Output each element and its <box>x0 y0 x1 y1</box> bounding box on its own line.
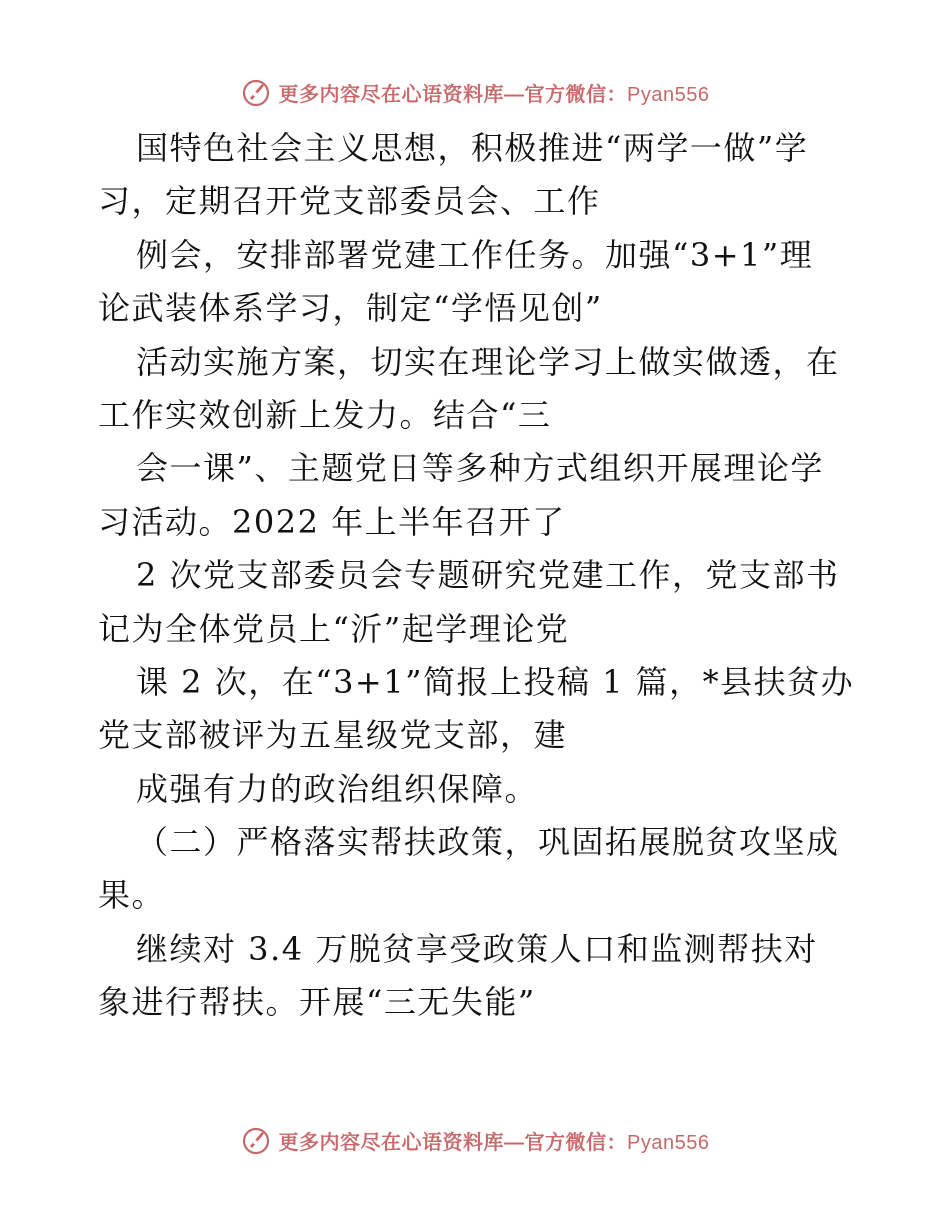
text-line: 会一课”、主题党日等多种方式组织开展理论学 <box>136 449 824 488</box>
document-body <box>98 122 858 1030</box>
text-line: 2 次党支部委员会专题研究党建工作，党支部书 <box>136 556 840 595</box>
text-line: 继续对 3.4 万脱贫享受政策人口和监测帮扶对 <box>136 929 818 968</box>
text-line: 习活动。2022 年上半年召开了 <box>98 502 566 541</box>
text-line: （二）严格落实帮扶政策，巩固拓展脱贫攻坚成 <box>136 823 840 862</box>
text-line: 工作实效创新上发力。结合“三 <box>98 395 552 434</box>
text-line: 论武装体系学习，制定“学悟见创” <box>98 289 603 328</box>
quill-seal-icon <box>241 1124 273 1156</box>
watermark-text: 更多内容尽在心语资料库—官方微信：Pyan556 <box>278 1131 710 1154</box>
text-line: 成强有力的政治组织保障。 <box>136 769 539 808</box>
quill-seal-icon <box>241 76 273 108</box>
text-line: 党支部被评为五星级党支部，建 <box>98 716 568 755</box>
text-line: 习，定期召开党支部委员会、工作 <box>98 182 601 221</box>
text-line: 记为全体党员上“沂”起学理论党 <box>98 609 570 648</box>
text-line: 象进行帮扶。开展“三无失能” <box>98 983 536 1022</box>
watermark-text: 更多内容尽在心语资料库—官方微信：Pyan556 <box>278 83 710 106</box>
text-line: 国特色社会主义思想，积极推进“两学一做”学 <box>136 129 809 167</box>
text-line: 例会，安排部署党建工作任务。加强“3+1”理 <box>136 235 814 274</box>
footer-watermark <box>0 1120 950 1160</box>
text-line: 果。 <box>98 876 166 915</box>
header-watermark <box>0 72 950 112</box>
text-line: 活动实施方案，切实在理论学习上做实做透，在 <box>136 342 840 381</box>
text-line: 课 2 次，在“3+1”简报上投稿 1 篇，*县扶贫办 <box>136 662 855 701</box>
